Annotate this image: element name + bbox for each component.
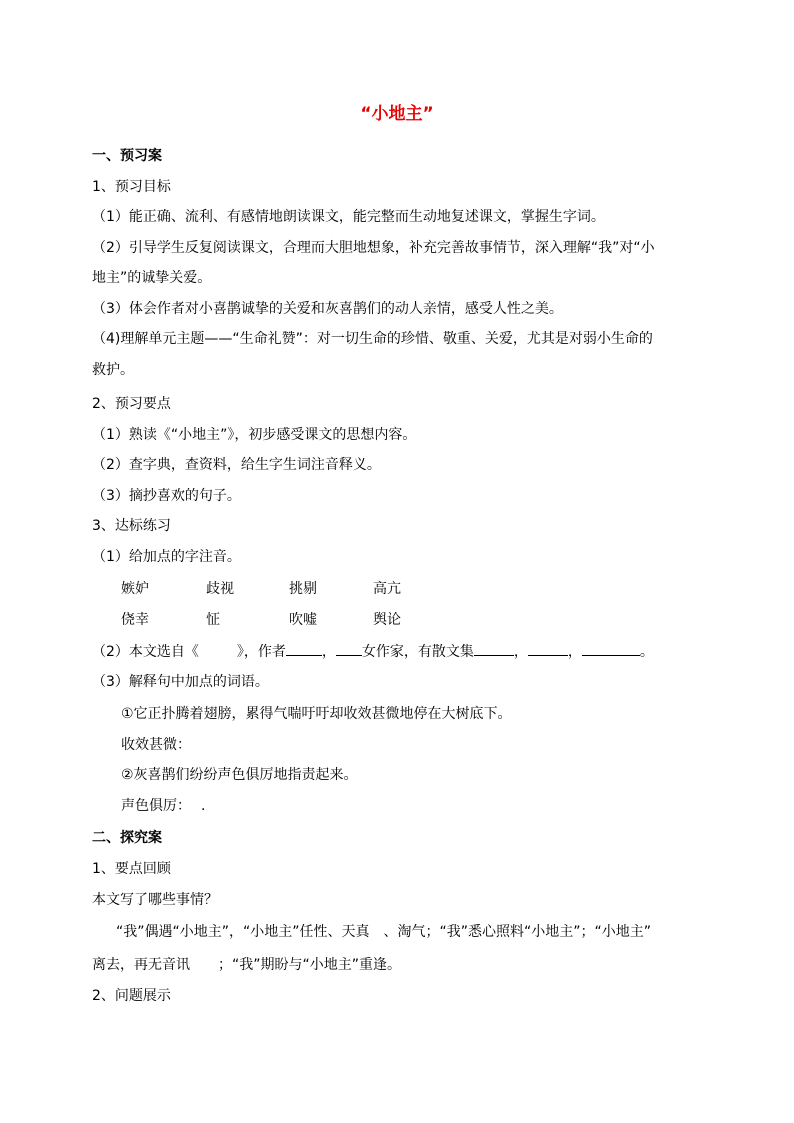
answer-blank[interactable] xyxy=(528,641,568,656)
practice-2-part: （2）本文选自《 xyxy=(92,644,199,660)
review-answer-line-1: “我”偶遇“小地主”，“小地主”任性、天真 、淘气；“我”悉心照料“小地主”；“小地主” xyxy=(116,924,652,940)
subheading-practice: 3、达标练习 xyxy=(92,518,171,534)
goal-2-line-2: 地主”的诚挚关爱。 xyxy=(92,270,212,286)
point-1: （1）熟读《“小地主”》，初步感受课文的思想内容。 xyxy=(92,427,417,443)
answer-blank[interactable] xyxy=(474,641,514,656)
word: 侥幸 xyxy=(121,612,149,628)
word: 歧视 xyxy=(206,581,234,597)
sentence-2: ②灰喜鹊们纷纷声色俱厉地指责起来。 xyxy=(121,767,358,783)
practice-1: （1）给加点的字注音。 xyxy=(92,549,241,565)
word: 吹嘘 xyxy=(289,612,317,628)
practice-2-part: ， xyxy=(567,644,582,660)
section-heading-preview: 一、预习案 xyxy=(92,148,162,164)
word: 怔 xyxy=(206,612,220,628)
word: 舆论 xyxy=(373,612,401,628)
sentence-2-line xyxy=(121,796,205,816)
point-3: （3）摘抄喜欢的句子。 xyxy=(92,488,241,504)
point-2: （2）查字典，查资料，给生字生词注音释义。 xyxy=(92,457,381,473)
subheading-problems: 2、问题展示 xyxy=(92,988,171,1004)
subheading-review: 1、要点回顾 xyxy=(92,861,171,877)
subheading-goals: 1、预习目标 xyxy=(92,179,171,195)
sentence-1: ①它正扑腾着翅膀，累得气喘吁吁却收效甚微地停在大树底下。 xyxy=(121,706,512,722)
word: 嫉妒 xyxy=(121,581,149,597)
sentence-1-label: 收效甚微： xyxy=(121,737,191,753)
review-question: 本文写了哪些事情？ xyxy=(92,892,218,908)
practice-3: （3）解释句中加点的词语。 xyxy=(92,674,269,690)
answer-blank[interactable] xyxy=(582,641,640,656)
practice-2-part: 》，作者 xyxy=(236,644,286,660)
goal-4-line-1: （4)理解单元主题——“生命礼赞”：对一切生命的珍惜、敬重、关爱，尤其是对弱小生命的 xyxy=(92,331,653,347)
word: 高亢 xyxy=(373,581,401,597)
sentence-2-label: 声色俱厉： xyxy=(121,798,191,814)
practice-2-part: 。 xyxy=(639,644,654,660)
section-heading-explore: 二、探究案 xyxy=(92,830,162,846)
dot-mark: . xyxy=(201,798,206,814)
practice-2-part: ， xyxy=(321,644,336,660)
practice-2-part: ， xyxy=(513,644,528,660)
answer-blank[interactable] xyxy=(286,641,322,656)
subheading-points: 2、预习要点 xyxy=(92,396,171,412)
practice-2 xyxy=(92,641,654,662)
goal-2-line-1: （2）引导学生反复阅读课文，合理而大胆地想象，补充完善故事情节，深入理解“我”对“小 xyxy=(92,240,655,256)
review-answer-line-2: 离去，再无音讯 ；“我”期盼与“小地主”重逢。 xyxy=(92,957,402,973)
practice-2-part: 女作家，有散文集 xyxy=(361,644,474,660)
page-title: “小地主” xyxy=(360,104,434,124)
answer-blank[interactable] xyxy=(336,641,362,656)
goal-1: （1）能正确、流利、有感情地朗读课文，能完整而生动地复述课文，掌握生字词。 xyxy=(92,209,605,225)
goal-4-line-2: 救护。 xyxy=(92,362,134,378)
word: 挑剔 xyxy=(289,581,317,597)
goal-3: （3）体会作者对小喜鹊诚挚的关爱和灰喜鹊们的动人亲情，感受人性之美。 xyxy=(92,301,563,317)
